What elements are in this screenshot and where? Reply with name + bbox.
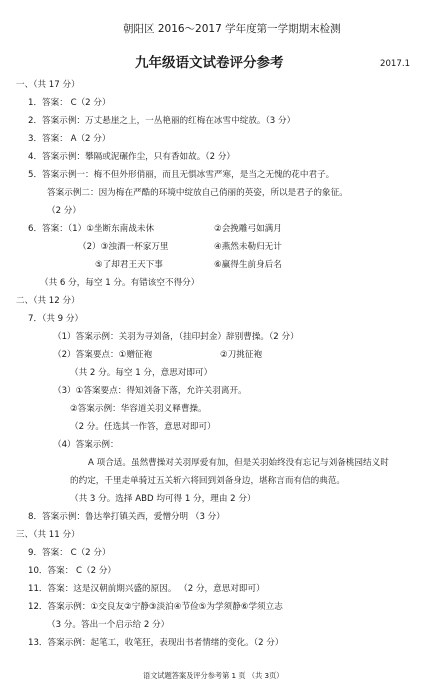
- answer-line: （共 6 分，每空 1 分。有错该空不得分）: [40, 278, 200, 288]
- answer-line: A 项合适。虽然曹操对关羽厚爱有加，但是关羽始终没有忘记与刘备桃园结义时: [88, 458, 389, 468]
- exam-header: 朝阳区 2016～2017 学年度第一学期期末检测: [123, 23, 341, 35]
- answer-line: 2．答案示例：万丈悬崖之上，一丛艳丽的红梅在冰雪中绽放。（3 分）: [28, 116, 296, 126]
- answer-line: 1．答案： C（2 分）: [28, 98, 111, 108]
- answer-line: （共 3 分。选择 ABD 均可得 1 分，理由 2 分）: [70, 494, 256, 504]
- answer-line: 3．答案： A（2 分）: [28, 134, 111, 144]
- answer-line: （2 分）: [47, 206, 81, 216]
- answer-line: 4．答案示例：攀隔或泥碾作尘，只有香如故。（2 分）: [28, 152, 236, 162]
- answer-line: ⑥赢得生前身后名: [214, 260, 282, 270]
- answer-line: （4）答案示例：: [53, 440, 119, 450]
- exam-date: 2017.1: [380, 59, 411, 69]
- answer-line: （共 2 分。每空 1 分，意思对即可）: [70, 368, 213, 378]
- answer-line: ④燕然未勒归无计: [214, 242, 282, 252]
- section-heading-3: 三、（共 11 分）: [16, 530, 80, 540]
- answer-line: （2 分。任选其一作答，意思对即可）: [70, 422, 216, 432]
- answer-line: 答案示例二：因为梅在严酷的环境中绽放自己俏丽的英姿，所以是君子的象征。: [47, 188, 348, 198]
- answer-line: 11．答案：这是汉朝前期兴盛的原因。 （2 分，意思对即可）: [28, 584, 265, 594]
- answer-line: 6．答案：（1）①坐断东南战未休: [28, 224, 155, 234]
- answer-line: ⑤了却君王天下事: [95, 260, 163, 270]
- answer-line: （2）答案要点：①赠征袍: [53, 350, 153, 360]
- page-footer: 语文试题答案及评分参考第 1 页 （共 3页）: [143, 671, 284, 680]
- page-title: 九年级语文试卷评分参考: [135, 55, 284, 71]
- answer-line: （3 分。答出一个启示给 2 分）: [47, 620, 170, 630]
- section-heading-2: 二、（共 12 分）: [16, 296, 80, 306]
- section-heading-1: 一、（共 17 分）: [16, 80, 80, 90]
- answer-line: 7．（共 9 分）: [28, 314, 84, 324]
- answer-line: 9．答案： C（2 分）: [28, 548, 111, 558]
- answer-line: （2）③浊酒一杯家万里: [78, 242, 169, 252]
- answer-line: （1）答案示例：关羽为寻刘备，（挂印封金）辞别曹操。（2 分）: [53, 332, 299, 342]
- answer-line: 8．答案示例：鲁达拳打镇关西，爱憎分明 （3 分）: [28, 512, 225, 522]
- answer-line: ②答案示例：华容道关羽义释曹操。: [70, 404, 207, 414]
- answer-line: 13．答案示例：起笔工，收笔狂，表现出书者情绪的变化。（2 分）: [28, 638, 284, 648]
- answer-line: 的约定，千里走单骑过五关斩六将回到刘备身边，堪称言而有信的典范。: [70, 476, 346, 486]
- answer-line: ②会挽雕弓如满月: [214, 224, 282, 234]
- answer-line: 10．答案： C（2 分）: [28, 566, 117, 576]
- answer-line: （3）①答案要点：得知刘备下落，允许关羽离开。: [53, 386, 247, 396]
- answer-line: ②刀挑征袍: [220, 350, 263, 360]
- answer-line: 5．答案示例一：梅不但外形俏丽，而且无惧冰雪严寒，是当之无愧的花中君子。: [28, 170, 335, 180]
- answer-line: 12．答案示例：①交良友②宁静③淡泊④节俭⑤为学须静⑥学须立志: [28, 602, 283, 612]
